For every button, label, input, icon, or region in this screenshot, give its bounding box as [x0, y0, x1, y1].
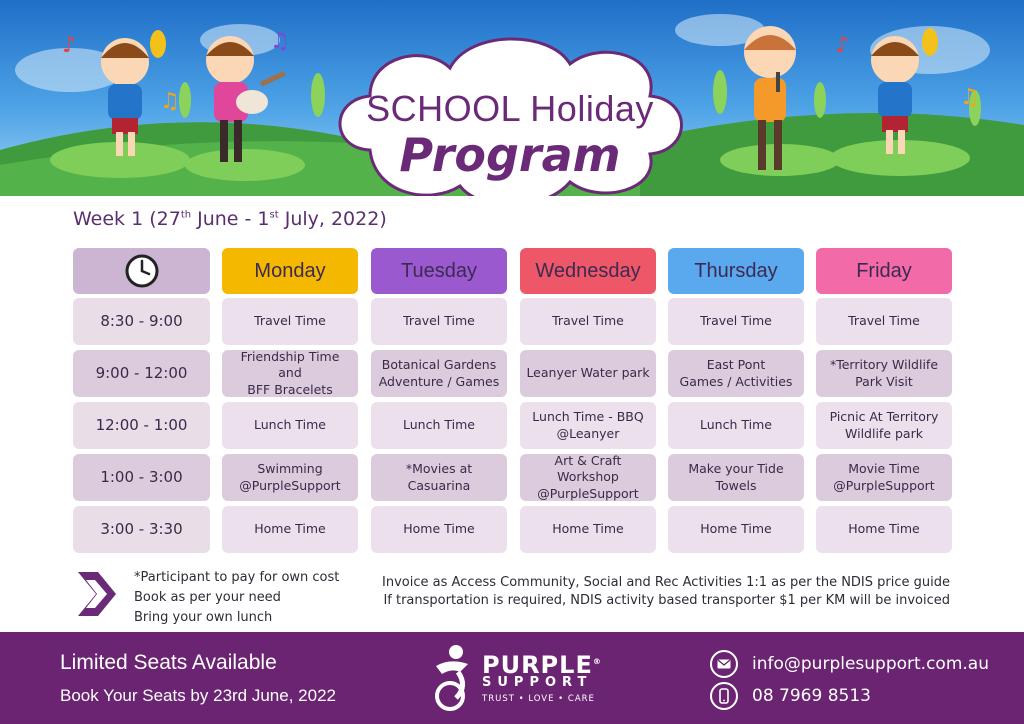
email-row	[710, 650, 989, 678]
brand-name-2: SUPPORT	[482, 675, 593, 690]
svg-text:♫: ♫	[960, 85, 980, 110]
time-slot-cell: 9:00 - 12:00	[73, 350, 210, 397]
note-transport: If transportation is required, NDIS activity based transporter $1 per KM will be invoiced	[383, 593, 950, 608]
activity-cell-wednesday: Travel Time	[520, 298, 656, 345]
day-header-monday: Monday	[222, 248, 358, 294]
week-text-mid: June - 1	[191, 208, 270, 230]
phone-icon	[710, 682, 738, 710]
email-icon	[710, 650, 738, 678]
brand-registered: ®	[592, 657, 602, 666]
note-lunch: Bring your own lunch	[134, 610, 273, 625]
clock-header-cell	[73, 248, 210, 294]
phone-glyph	[719, 688, 729, 704]
notes-left	[134, 568, 339, 628]
activity-cell-friday: Home Time	[816, 506, 952, 553]
time-slot-cell: 8:30 - 9:00	[73, 298, 210, 345]
week-start-suffix: th	[180, 209, 192, 221]
activity-cell-thursday: Make your Tide Towels	[668, 454, 804, 501]
title-line1: SCHOOL Holiday	[366, 88, 654, 129]
activity-cell-thursday: Travel Time	[668, 298, 804, 345]
brand-name	[482, 650, 602, 677]
activity-cell-tuesday: Botanical Gardens Adventure / Games	[371, 350, 507, 397]
clock-icon	[125, 254, 159, 288]
activity-cell-thursday: Lunch Time	[668, 402, 804, 449]
svg-text:♪: ♪	[62, 33, 77, 58]
activity-cell-thursday: Home Time	[668, 506, 804, 553]
page-title: Program	[399, 128, 621, 182]
activity-cell-wednesday: Art & Craft Workshop @PurpleSupport	[520, 454, 656, 501]
email-link[interactable]: info@purplesupport.com.au	[752, 654, 989, 674]
activity-cell-friday: Picnic At Territory Wildlife park	[816, 402, 952, 449]
activity-cell-wednesday: Home Time	[520, 506, 656, 553]
notes-right	[382, 574, 950, 610]
svg-text:♪: ♪	[835, 33, 850, 58]
brand-tagline: TRUST • LOVE • CARE	[482, 694, 595, 704]
activity-cell-wednesday: Lunch Time - BBQ @Leanyer	[520, 402, 656, 449]
day-header-thursday: Thursday	[668, 248, 804, 294]
title-cloud	[330, 30, 690, 196]
activity-cell-monday: Home Time	[222, 506, 358, 553]
note-book: Book as per your need	[134, 590, 281, 605]
week-heading	[73, 208, 387, 230]
activity-cell-monday: Lunch Time	[222, 402, 358, 449]
logo-figure-icon	[428, 642, 478, 712]
svg-text:♫: ♫	[270, 29, 290, 54]
header-banner	[0, 0, 1024, 196]
activity-cell-tuesday: Lunch Time	[371, 402, 507, 449]
note-own-cost: *Participant to pay for own cost	[134, 570, 340, 585]
activity-cell-wednesday: Leanyer Water park	[520, 350, 656, 397]
chevron-right-icon	[74, 568, 120, 620]
activity-cell-friday: Travel Time	[816, 298, 952, 345]
time-slot-cell: 3:00 - 3:30	[73, 506, 210, 553]
day-header-wednesday: Wednesday	[520, 248, 656, 294]
phone-row	[710, 682, 871, 710]
svg-text:♫: ♫	[160, 89, 180, 114]
activity-cell-monday: Travel Time	[222, 298, 358, 345]
day-header-friday: Friday	[816, 248, 952, 294]
brand-line1: PURPLE	[482, 651, 593, 679]
time-slot-cell: 12:00 - 1:00	[73, 402, 210, 449]
activity-cell-friday: Movie Time @PurpleSupport	[816, 454, 952, 501]
day-header-tuesday: Tuesday	[371, 248, 507, 294]
activity-cell-monday: Friendship Time and BFF Bracelets	[222, 350, 358, 397]
activity-cell-thursday: East Pont Games / Activities	[668, 350, 804, 397]
book-by-text: Book Your Seats by 23rd June, 2022	[60, 686, 336, 705]
activity-cell-monday: Swimming @PurpleSupport	[222, 454, 358, 501]
week-text-end: July, 2022)	[278, 208, 387, 230]
phone-link[interactable]: 08 7969 8513	[752, 686, 871, 706]
note-invoice: Invoice as Access Community, Social and Rec Activities 1:1 as per the NDIS price guide	[382, 575, 950, 590]
week-text-prefix: Week 1 (27	[73, 208, 181, 230]
activity-cell-tuesday: Home Time	[371, 506, 507, 553]
purple-support-logo	[428, 642, 608, 714]
activity-cell-friday: *Territory Wildlife Park Visit	[816, 350, 952, 397]
limited-seats-text: Limited Seats Available	[60, 651, 277, 674]
activity-cell-tuesday: *Movies at Casuarina	[371, 454, 507, 501]
footer	[0, 632, 1024, 724]
activity-cell-tuesday: Travel Time	[371, 298, 507, 345]
envelope-glyph	[717, 659, 731, 669]
week-end-suffix: st	[269, 209, 279, 221]
time-slot-cell: 1:00 - 3:00	[73, 454, 210, 501]
